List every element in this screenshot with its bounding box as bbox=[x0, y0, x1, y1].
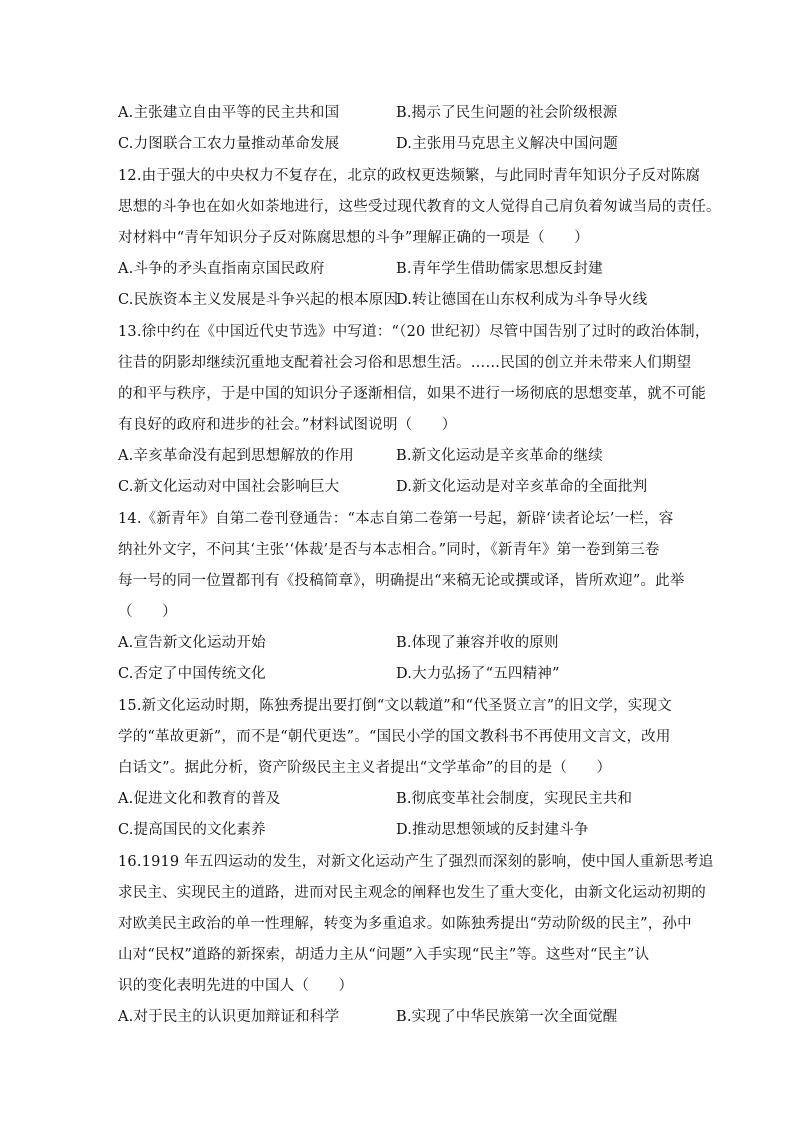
q12-stem-line-1: 12.由于强大的中央权力不复存在，北京的政权更迭频繁，与此同时青年知识分子反对陈腐 bbox=[118, 168, 701, 184]
q11-option-b: B.揭示了民生问题的社会阶级根源 bbox=[396, 105, 618, 121]
q15-option-b: B.彻底变革社会制度，实现民主共和 bbox=[396, 791, 633, 807]
q15-stem-line-3: 白话文”。据此分析，资产阶级民主主义者提出“文学革命”的目的是（ ） bbox=[118, 760, 612, 776]
q14-option-a: A.宣告新文化运动开始 bbox=[118, 635, 266, 651]
q15-option-a: A.促进文化和教育的普及 bbox=[118, 791, 281, 807]
q13-option-b: B.新文化运动是辛亥革命的继续 bbox=[396, 448, 603, 464]
q13-stem-line-3: 的和平与秩序，于是中国的知识分子逐渐相信，如果不进行一场彻底的思想变革，就不可能 bbox=[118, 386, 706, 402]
q14-option-d: D.大力弘扬了“五四精神” bbox=[396, 666, 560, 682]
q12-option-b: B.青年学生借助儒家思想反封建 bbox=[396, 261, 603, 277]
q12-option-a: A.斗争的矛头直指南京国民政府 bbox=[118, 261, 325, 277]
q14-stem-line-4: （ ） bbox=[118, 604, 177, 620]
q16-option-a: A.对于民主的认识更加辩证和科学 bbox=[118, 1009, 340, 1025]
q13-stem-line-4: 有良好的政府和进步的社会。”材料试图说明（ ） bbox=[118, 417, 457, 433]
q14-option-c: C.否定了中国传统文化 bbox=[118, 666, 266, 682]
q13-option-c: C.新文化运动对中国社会影响巨大 bbox=[118, 479, 340, 495]
q13-stem-line-2: 往昔的阴影却继续沉重地支配着社会习俗和思想生活。……民国的创立并未带来人们期望 bbox=[118, 355, 692, 371]
q11-option-a: A.主张建立自由平等的民主共和国 bbox=[118, 105, 340, 121]
q16-stem-line-4: 山对“民权”道路的新探索，胡适力主从“问题”入手实现“民主”等。这些对“民主”认 bbox=[118, 947, 650, 963]
q13-option-a: A.辛亥革命没有起到思想解放的作用 bbox=[118, 448, 354, 464]
q13-stem-line-1: 13.徐中约在《中国近代史节选》中写道：“（20 世纪初）尽管中国告别了过时的政治体制， bbox=[118, 324, 710, 340]
q16-stem-line-1: 16.1919 年五四运动的发生，对新文化运动产生了强烈而深刻的影响，使中国人重新思考追 bbox=[118, 854, 714, 870]
q14-stem-line-1: 14.《新青年》自第二卷刊登通告：“本志自第二卷第一号起，新辟‘读者论坛’一栏，容 bbox=[118, 511, 674, 527]
q15-stem-line-1: 15.新文化运动时期，陈独秀提出要打倒“文以载道”和“代圣贤立言”的旧文学，实现文 bbox=[118, 698, 672, 714]
q13-option-d: D.新文化运动是对辛亥革命的全面批判 bbox=[396, 479, 648, 495]
q16-stem-line-3: 对欧美民主政治的单一性理解，转变为多重追求。如陈独秀提出“劳动阶级的民主”，孙中 bbox=[118, 916, 692, 932]
q16-stem-line-2: 求民主、实现民主的道路，进而对民主观念的阐释也发生了重大变化，由新文化运动初期的 bbox=[118, 885, 706, 901]
q14-option-b: B.体现了兼容并收的原则 bbox=[396, 635, 559, 651]
q14-stem-line-2: 纳社外文字，不问其‘主张’‘体裁’是否与本志相合。”同时，《新青年》第一卷到第三卷 bbox=[118, 542, 660, 558]
q16-stem-line-5: 识的变化表明先进的中国人（ ） bbox=[118, 978, 354, 994]
q16-option-b: B.实现了中华民族第一次全面觉醒 bbox=[396, 1009, 618, 1025]
q12-option-c: C.民族资本主义发展是斗争兴起的根本原因 bbox=[118, 292, 399, 308]
q15-option-d: D.推动思想领域的反封建斗争 bbox=[396, 822, 589, 838]
q14-stem-line-3: 每一号的同一位置都刊有《投稿简章》，明确提出“来稿无论或撰或译，皆所欢迎”。此举 bbox=[118, 573, 685, 589]
q12-stem-line-3: 对材料中“青年知识分子反对陈腐思想的斗争”理解正确的一项是（ ） bbox=[118, 230, 589, 246]
q15-stem-line-2: 学的“革故更新”，而不是“朝代更迭”。“国民小学的国文教科书不再使用文言文，改用 bbox=[118, 729, 671, 745]
q12-option-d: D.转让德国在山东权利成为斗争导火线 bbox=[396, 292, 648, 308]
q11-option-c: C.力图联合工农力量推动革命发展 bbox=[118, 136, 340, 152]
q11-option-d: D.主张用马克思主义解决中国问题 bbox=[396, 136, 618, 152]
q12-stem-line-2: 思想的斗争也在如火如荼地进行，这些受过现代教育的文人觉得自己肩负着匆诚当局的责任。 bbox=[118, 199, 721, 215]
q15-option-c: C.提高国民的文化素养 bbox=[118, 822, 266, 838]
